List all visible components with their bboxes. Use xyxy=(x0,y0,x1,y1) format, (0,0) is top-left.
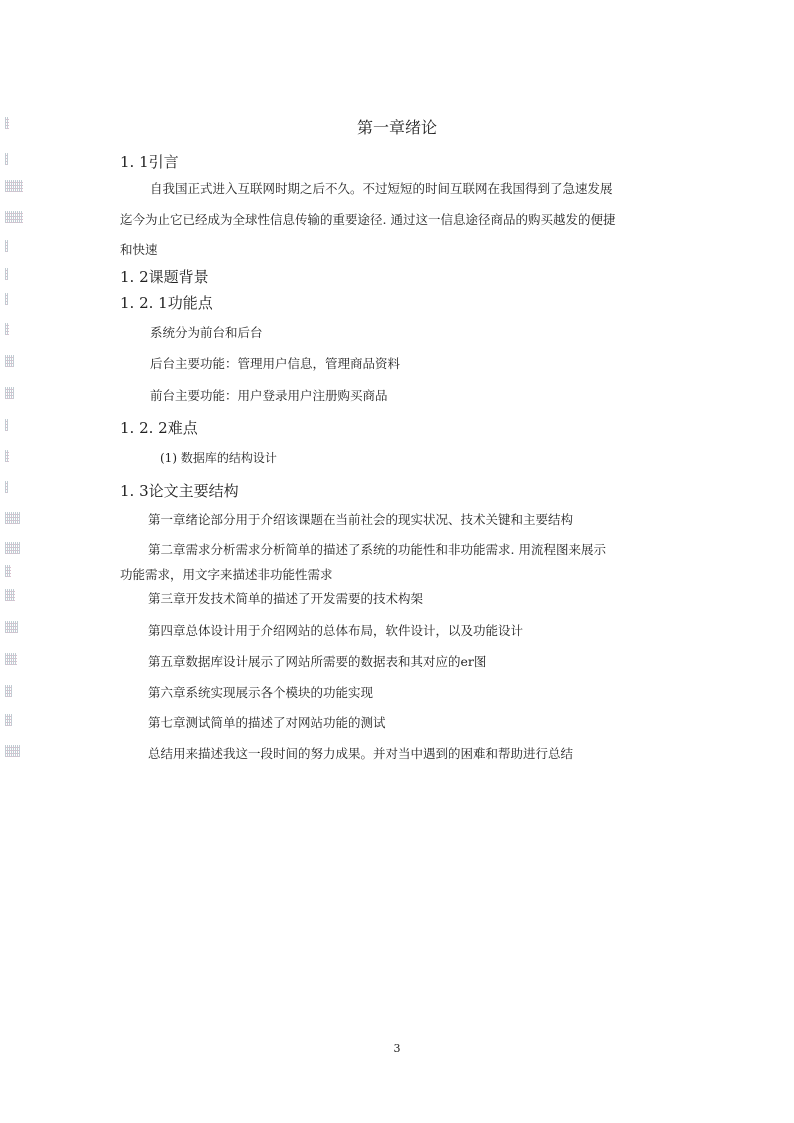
margin-mark xyxy=(5,450,9,462)
margin-mark xyxy=(5,323,9,335)
margin-mark xyxy=(5,240,8,252)
section-1-2-heading: 1. 2课题背景 xyxy=(120,268,209,286)
structure-line-2b: 功能需求，用文字来描述非功能性需求 xyxy=(120,567,333,582)
structure-line-5: 第五章数据库设计展示了网站所需要的数据表和其对应的er图 xyxy=(148,654,487,669)
margin-mark xyxy=(5,180,23,192)
margin-mark xyxy=(5,211,23,223)
structure-line-6: 第六章系统实现展示各个模块的功能实现 xyxy=(148,685,374,700)
chapter-title: 第一章绪论 xyxy=(356,118,437,137)
margin-mark xyxy=(5,745,20,757)
margin-mark xyxy=(5,481,8,493)
function-line-3: 前台主要功能：用户登录用户注册购买商品 xyxy=(150,388,388,403)
intro-paragraph-line-1: 自我国正式进入互联网时期之后不久。不过短短的时间互联网在我国得到了急速发展 xyxy=(150,181,613,196)
margin-mark xyxy=(5,268,8,280)
margin-mark xyxy=(5,387,14,399)
structure-line-4: 第四章总体设计用于介绍网站的总体布局，软件设计，以及功能设计 xyxy=(148,623,524,638)
difficulty-line-1: (1) 数据库的结构设计 xyxy=(160,451,277,465)
margin-mark xyxy=(5,653,17,665)
margin-mark xyxy=(5,714,12,726)
margin-mark xyxy=(5,542,20,554)
margin-mark xyxy=(5,153,8,165)
margin-mark xyxy=(5,355,14,367)
margin-mark xyxy=(5,685,12,697)
page-number: 3 xyxy=(393,1042,401,1055)
structure-line-2a: 第二章需求分析需求分析简单的描述了系统的功能性和非功能需求. 用流程图来展示 xyxy=(148,542,606,557)
section-1-3-heading: 1. 3论文主要结构 xyxy=(120,482,239,500)
structure-line-7: 第七章测试简单的描述了对网站功能的测试 xyxy=(148,715,386,730)
margin-mark xyxy=(5,621,18,633)
margin-mark xyxy=(5,293,8,305)
section-1-1-heading: 1. 1引言 xyxy=(120,153,179,171)
structure-line-8: 总结用来描述我这一段时间的努力成果。并对当中遇到的困难和帮助进行总结 xyxy=(148,746,574,761)
structure-line-3: 第三章开发技术简单的描述了开发需要的技术构架 xyxy=(148,591,424,606)
margin-mark xyxy=(5,589,15,601)
section-1-2-2-heading: 1. 2. 2难点 xyxy=(120,419,198,437)
section-1-2-1-heading: 1. 2. 1功能点 xyxy=(120,294,213,312)
function-line-1: 系统分为前台和后台 xyxy=(150,325,263,340)
intro-paragraph-line-3: 和快速 xyxy=(120,242,158,257)
margin-mark xyxy=(5,565,11,577)
margin-mark xyxy=(5,512,20,524)
structure-line-1: 第一章绪论部分用于介绍该课题在当前社会的现实状况、技术关键和主要结构 xyxy=(148,512,574,527)
function-line-2: 后台主要功能：管理用户信息，管理商品资料 xyxy=(150,356,401,371)
margin-mark xyxy=(5,419,8,431)
intro-paragraph-line-2: 迄今为止它已经成为全球性信息传输的重要途径. 通过这一信息途径商品的购买越发的便捷 xyxy=(120,212,616,227)
